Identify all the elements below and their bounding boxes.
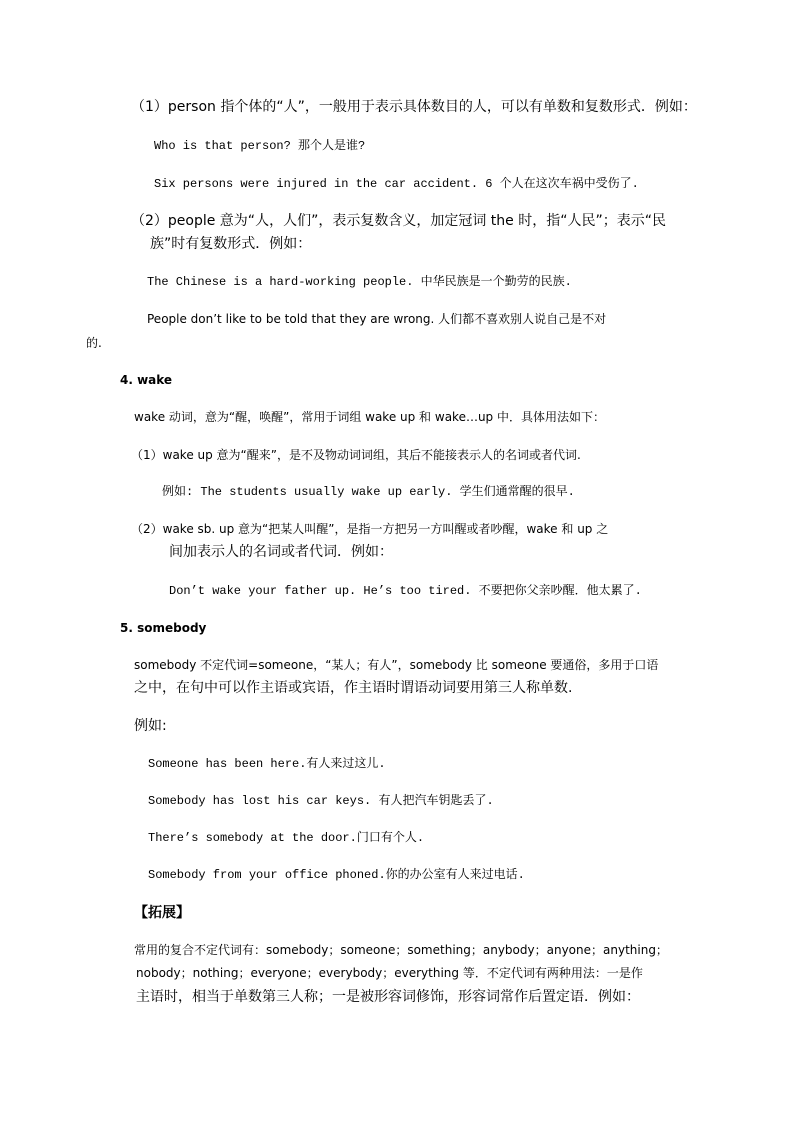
person-example-1: Who is that person? 那个人是谁? (154, 139, 366, 153)
extension-heading: 【拓展】 (134, 905, 190, 921)
person-example-2: Six persons were injured in the car accident. 6 个人在这次车祸中受伤了. (154, 177, 639, 191)
somebody-intro-line1: somebody 不定代词=someone，“某人；有人”，somebody 比 someone 要通俗，多用于口语 (134, 658, 659, 672)
people-example-2-line1: People don’t like to be told that they are wrong. 人们都不喜欢别人说自己是不对 (147, 312, 607, 326)
people-example-1: The Chinese is a hard-working people. 中华民族是一个勤劳的民族. (147, 275, 572, 289)
section-heading-somebody: 5. somebody (120, 621, 207, 635)
wake-sb-up-example: Don’t wake your father up. He’s too tired. 不要把你父亲吵醒．他太累了. (169, 584, 642, 598)
wake-sb-up-item-line2: 间加表示人的名词或者代词．例如： (169, 544, 393, 560)
somebody-intro-line2: 之中，在句中可以作主语或宾语，作主语时谓语动词要用第三人称单数. (134, 680, 573, 696)
extension-line1: 常用的复合不定代词有：somebody；someone；something；anybody；anyone；anything； (134, 943, 668, 957)
wake-up-example: 例如: The students usually wake up early. 学生们通常醒的很早. (162, 485, 575, 499)
wake-sb-up-item-line1: （2）wake sb. up 意为“把某人叫醒”，是指一方把另一方叫醒或者吵醒，wake 和 up 之 (131, 522, 609, 536)
people-usage-item-line2: 族”时有复数形式．例如： (150, 236, 312, 252)
extension-line2: nobody；nothing；everyone；everybody；everything 等．不定代词有两种用法：一是作 (136, 966, 643, 980)
people-usage-item-line1: （2）people 意为“人，人们”，表示复数含义，加定冠词 the 时，指“人民”；表示“民 (131, 213, 666, 229)
people-example-2-line2: 的. (86, 336, 102, 350)
section-heading-wake: 4. wake (120, 373, 173, 387)
somebody-example-4: Somebody from your office phoned.你的办公室有人来过电话. (148, 868, 525, 882)
extension-line3: 主语时，相当于单数第三人称；一是被形容词修饰，形容词常作后置定语．例如： (136, 989, 640, 1005)
somebody-example-1: Someone has been here.有人来过这儿. (148, 757, 386, 771)
somebody-example-label: 例如: (134, 718, 167, 734)
somebody-example-3: There’s somebody at the door.门口有个人. (148, 831, 425, 845)
person-usage-item: （1）person 指个体的“人”，一般用于表示具体数目的人，可以有单数和复数形式．例如： (131, 99, 697, 115)
somebody-example-2: Somebody has lost his car keys. 有人把汽车钥匙丢了. (148, 794, 494, 808)
wake-intro: wake 动词，意为“醒，唤醒”，常用于词组 wake up 和 wake…up 中．具体用法如下： (134, 410, 605, 424)
wake-up-item: （1）wake up 意为“醒来”，是不及物动词词组，其后不能接表示人的名词或者代词. (131, 448, 581, 462)
